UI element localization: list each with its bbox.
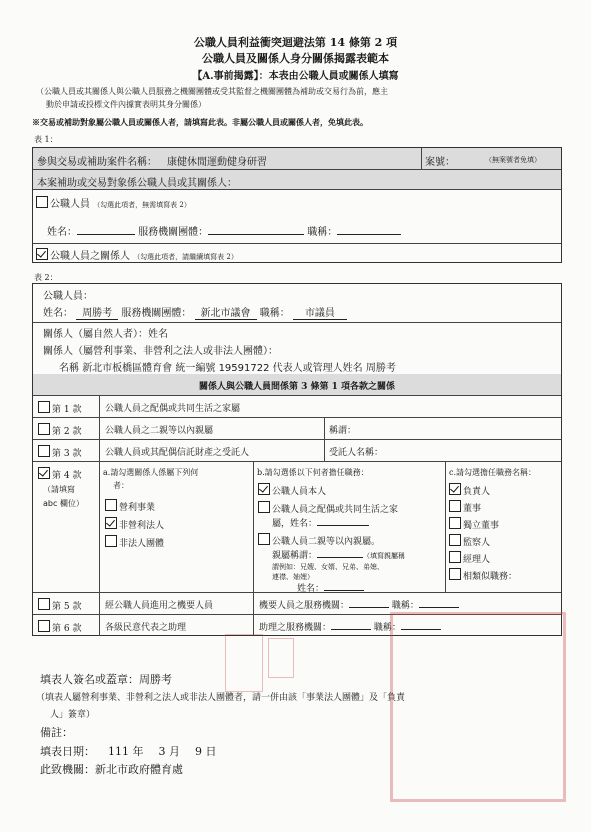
item-4-hint-2: abc 欄位） bbox=[43, 499, 84, 508]
c-option-2: 董事 bbox=[463, 504, 482, 514]
item-4b-title: b.請勾選係以下何者擔任職務： bbox=[257, 468, 369, 477]
relation-label: 本案補助或交易對象係公職人員或其關係人： bbox=[37, 178, 237, 189]
item-1-desc: 公職人員之配偶或共同生活之家屬 bbox=[105, 404, 241, 414]
b-name-field[interactable] bbox=[324, 590, 364, 591]
c-option-6: 相類似職務： bbox=[463, 572, 518, 582]
c-option-2-checkbox[interactable] bbox=[449, 500, 461, 512]
official-label: 公職人員 bbox=[50, 199, 90, 210]
table1-caption: 表 1： bbox=[34, 135, 58, 144]
subject-row bbox=[33, 148, 561, 170]
org-id-label: 統一編號 bbox=[175, 363, 216, 374]
item-3-row bbox=[33, 440, 561, 462]
item-4-row bbox=[33, 462, 561, 593]
case-no-label: 案號： bbox=[425, 157, 455, 168]
b-option-2-name-field[interactable] bbox=[317, 525, 369, 526]
b-option-2-name-label: 屬，姓名： bbox=[272, 519, 318, 529]
c-option-1-checkbox[interactable] bbox=[449, 483, 461, 495]
official-agency-field[interactable] bbox=[208, 234, 304, 235]
official-name-field[interactable] bbox=[77, 234, 135, 235]
date-year-unit: 年 bbox=[132, 745, 144, 758]
relative-label: 公職人員之關係人 bbox=[50, 251, 130, 262]
c-option-1: 負責人 bbox=[463, 487, 491, 497]
date-month: 3 bbox=[158, 745, 166, 758]
b-option-2: 公職人員之配偶或共同生活之家 bbox=[272, 505, 399, 515]
org-id-value: 19591722 bbox=[218, 363, 270, 374]
item-6-mid: 助理之服務機關： bbox=[259, 623, 332, 633]
relation-header-row bbox=[33, 374, 561, 396]
item-1-label: 第 1 款 bbox=[52, 405, 82, 415]
item-1-checkbox[interactable] bbox=[38, 401, 50, 413]
item-1-row bbox=[33, 396, 561, 418]
relative-row bbox=[33, 244, 561, 264]
item-6-end: 職稱： bbox=[373, 623, 401, 633]
t2-title-value: 市議員 bbox=[293, 304, 347, 320]
date-month-unit: 月 bbox=[169, 745, 180, 758]
item-6-label: 第 6 款 bbox=[52, 624, 82, 634]
subject-value: 康健休閒運動健身研習 bbox=[167, 157, 267, 168]
b-kin-hint-3: 連襟、妯娌） bbox=[272, 573, 314, 581]
item-6-agency-field[interactable] bbox=[331, 629, 371, 630]
item-2-checkbox[interactable] bbox=[38, 423, 50, 435]
b-name-label: 姓名： bbox=[297, 584, 325, 594]
footer-note-2: 人」簽章） bbox=[50, 710, 96, 720]
a-option-3-checkbox[interactable] bbox=[105, 535, 117, 547]
instruction-line-2: 動於申請或投標文件內據實表明其身分關係） bbox=[46, 100, 206, 109]
b-kin-field[interactable] bbox=[317, 557, 363, 558]
warning-note: ※交易或補助對象屬公職人員或關係人者，請填寫此表。非屬公職人員或關係人者，免填此表。 bbox=[32, 117, 368, 127]
org-rep-value: 周勝考 bbox=[366, 359, 396, 375]
org-name-value: 新北市板橋區體育會 bbox=[82, 359, 172, 375]
item-2-label: 第 2 款 bbox=[52, 427, 82, 437]
b-option-3: 公職人員二親等以內親屬。 bbox=[272, 537, 381, 547]
t2-agency-label: 服務機關團體： bbox=[121, 308, 192, 319]
c-option-5: 經理人 bbox=[463, 555, 491, 565]
item-5-mid: 機要人員之服務機關： bbox=[259, 601, 350, 611]
c-option-3: 獨立董事 bbox=[463, 521, 500, 531]
recipient-value: 新北市政府體育處 bbox=[95, 763, 183, 776]
item-5-desc: 經公職人員進用之機要人員 bbox=[105, 601, 214, 611]
subject-label: 參與交易或補助案件名稱： bbox=[37, 157, 157, 168]
item-4-hint-1: （請填寫 bbox=[43, 485, 75, 494]
instruction-line-1: （公職人員或其關係人與公職人員服務之機關團體或受其監督之機關團體為補助或交易行為前，應主 bbox=[36, 87, 388, 96]
signer-label: 填表人簽名或蓋章： bbox=[40, 673, 139, 686]
table2-caption: 表 2： bbox=[34, 273, 58, 282]
form-title-law: 公職人員利益衝突迴避法第 14 條第 2 項 bbox=[193, 36, 398, 49]
t2-name-label: 姓名： bbox=[43, 308, 73, 319]
a-option-2: 非營利法人 bbox=[119, 521, 165, 531]
b-option-2-checkbox[interactable] bbox=[258, 501, 270, 513]
org-name-label: 名稱 bbox=[59, 363, 79, 374]
item-2-extra: 稱謂： bbox=[329, 426, 357, 436]
b-kin-label: 親屬稱謂： bbox=[272, 551, 318, 561]
date-year: 111 bbox=[108, 745, 129, 758]
item-5-title-field[interactable] bbox=[419, 607, 459, 608]
item-3-extra: 受託人名稱： bbox=[329, 448, 384, 458]
c-option-3-checkbox[interactable] bbox=[449, 517, 461, 529]
item-4-checkbox[interactable] bbox=[38, 467, 50, 479]
form-title: 公職人員及關係人身分關係揭露表範本 bbox=[202, 52, 389, 65]
table1 bbox=[32, 147, 562, 263]
date-label: 填表日期： bbox=[40, 745, 95, 758]
official-name-label: 姓名： bbox=[47, 227, 77, 238]
item-6-desc: 各級民意代表之助理 bbox=[105, 623, 187, 633]
rel-natural-label: 關係人（屬自然人者）：姓名 bbox=[43, 329, 168, 340]
t2-name-value: 周勝考 bbox=[76, 304, 118, 320]
b-option-1: 公職人員本人 bbox=[272, 487, 327, 497]
org-rep-label: 代表人或管理人姓名 bbox=[272, 363, 363, 374]
a-option-2-checkbox[interactable] bbox=[105, 517, 117, 529]
b-option-1-checkbox[interactable] bbox=[258, 483, 270, 495]
item-2-row bbox=[33, 418, 561, 440]
b-option-3-checkbox[interactable] bbox=[258, 533, 270, 545]
official-heading: 公職人員： bbox=[43, 291, 93, 302]
date-day-unit: 日 bbox=[205, 745, 217, 758]
item-2-desc: 公職人員之二親等以內親屬 bbox=[105, 426, 214, 436]
c-option-4: 監察人 bbox=[463, 538, 491, 548]
table2 bbox=[32, 283, 562, 636]
t2-title-label: 職稱： bbox=[259, 308, 290, 319]
personal-seal bbox=[225, 634, 263, 692]
official-title-field[interactable] bbox=[337, 234, 401, 235]
official-title-label: 職稱： bbox=[307, 227, 338, 238]
item-3-checkbox[interactable] bbox=[38, 445, 50, 457]
b-kin-hint-1: （填寫親屬稱 bbox=[363, 552, 406, 560]
date-day: 9 bbox=[195, 745, 202, 758]
c-option-5-checkbox[interactable] bbox=[449, 551, 461, 563]
recipient-label: 此致機關： bbox=[40, 763, 95, 776]
footer-note-1: （填表人屬營利事業、非營利之法人或非法人團體者，請一併由該「事業法人團體」及「負責 bbox=[36, 693, 406, 703]
a-option-1: 營利事業 bbox=[119, 503, 156, 513]
fill-date bbox=[40, 743, 217, 759]
small-seal bbox=[268, 638, 294, 678]
t2-agency-value: 新北市議會 bbox=[195, 304, 257, 320]
a-option-1-checkbox[interactable] bbox=[105, 499, 117, 511]
remarks-label: 備註： bbox=[40, 726, 73, 739]
official-seal bbox=[390, 612, 566, 802]
item-3-label: 第 3 款 bbox=[52, 449, 82, 459]
relation-row bbox=[33, 170, 561, 190]
item-4a-title-2: 者： bbox=[113, 481, 129, 490]
official-agency-label: 服務機關團體： bbox=[138, 227, 209, 238]
item-5-checkbox[interactable] bbox=[38, 598, 50, 610]
official-checkbox[interactable] bbox=[36, 196, 48, 208]
relative-info-block bbox=[33, 284, 561, 375]
b-kin-hint-2: 謂例如：兄嫂、女婿、兄弟、弟媳、 bbox=[272, 563, 384, 571]
signer-value: 周勝考 bbox=[139, 673, 172, 686]
item-4a-title-1: a.請勾選關係人係屬下列何 bbox=[103, 468, 199, 477]
item-5-label: 第 5 款 bbox=[52, 602, 82, 612]
item-3-desc: 公職人員或其配偶信託財產之受託人 bbox=[105, 448, 250, 458]
official-hint: （勾選此項者，無需填寫表 2） bbox=[93, 201, 191, 209]
case-no-hint: （無案號者免填） bbox=[485, 156, 541, 164]
item-5-end: 職稱： bbox=[391, 601, 419, 611]
item-4c-title: c.請勾選擔任職務名稱： bbox=[449, 468, 537, 477]
item-6-checkbox[interactable] bbox=[38, 620, 50, 632]
official-row bbox=[33, 190, 561, 244]
item-5-agency-field[interactable] bbox=[349, 607, 389, 608]
relative-hint: （勾選此項者，請繼續填寫表 2） bbox=[133, 253, 238, 261]
relation-header: 關係人與公職人員間係第 3 條第 1 項各款之關係 bbox=[198, 382, 396, 392]
relative-checkbox[interactable] bbox=[36, 248, 48, 260]
item-4-label: 第 4 款 bbox=[52, 471, 82, 481]
c-option-6-checkbox[interactable] bbox=[449, 568, 461, 580]
rel-org-label: 關係人（屬營利事業、非營利之法人或非法人團體）： bbox=[43, 346, 278, 357]
a-option-3: 非法人團體 bbox=[119, 539, 165, 549]
c-option-4-checkbox[interactable] bbox=[449, 534, 461, 546]
form-subtitle: 【A.事前揭露】：本表由公職人員或關係人填寫 bbox=[192, 71, 399, 82]
